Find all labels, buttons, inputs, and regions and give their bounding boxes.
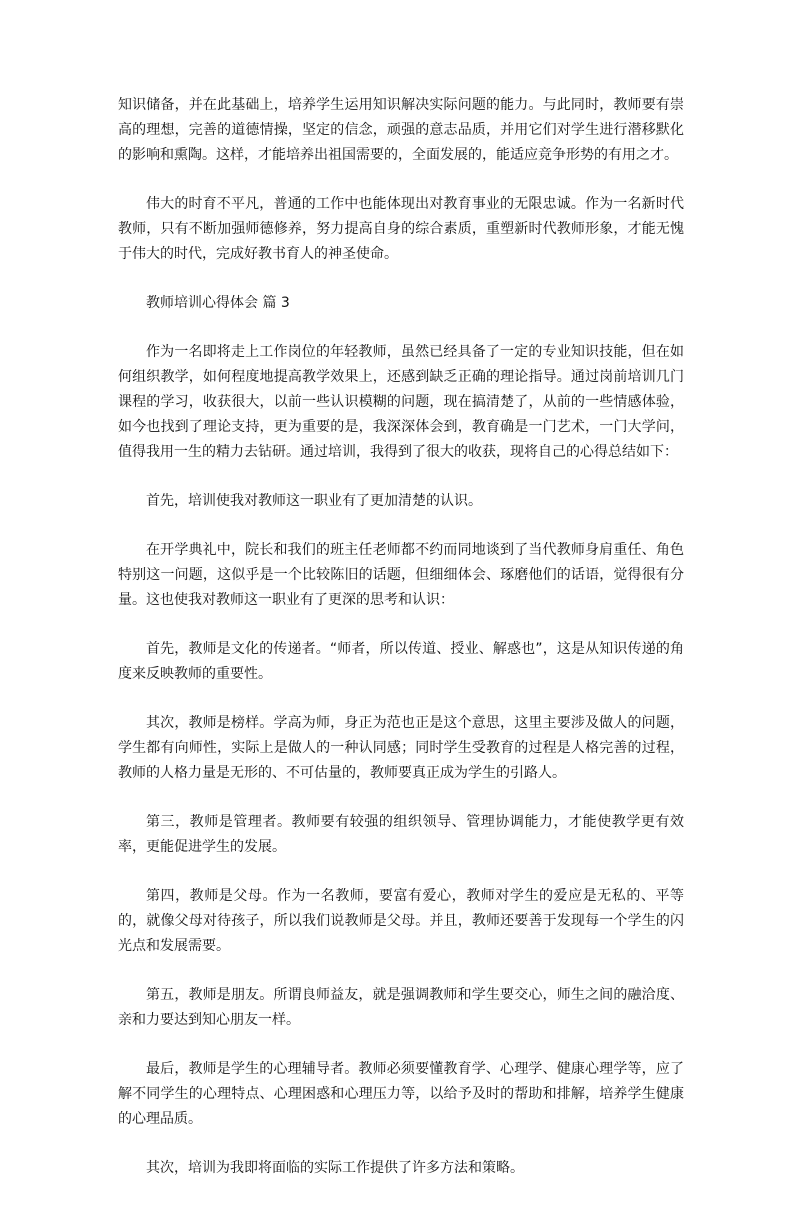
section-heading: 教师培训心得体会 篇 3	[146, 295, 290, 311]
paragraph-second-point: 其次，培训为我即将面临的实际工作提供了许多方法和策略。	[146, 1160, 524, 1176]
paragraph-first-point: 首先，培训使我对教师这一职业有了更加清楚的认识。	[146, 493, 482, 509]
paragraph-role-model: 其次，教师是榜样。学高为师，身正为范也正是这个意思，这里主要涉及做人的问题，学生都有向师性，实际上是做人的一种认同感；同时学生受教育的过程是人格完善的过程，教师的人格力量是无形的、不可估量的，教师要真正成为学生的引路人。	[118, 715, 684, 781]
paragraph-continuation: 知识储备，并在此基础上，培养学生运用知识解决实际问题的能力。与此同时，教师要有崇高的理想，完善的道德情操，坚定的信念，顽强的意志品质，并用它们对学生进行潜移默化的影响和熏陶。这样，才能培养出祖国需要的，全面发展的，能适应竞争形势的有用之才。	[118, 97, 684, 163]
paragraph-intro: 作为一名即将走上工作岗位的年轻教师，虽然已经具备了一定的专业知识技能，但在如何组织教学，如何程度地提高教学效果上，还感到缺乏正确的理论指导。通过岗前培训几门课程的学习，收获很大，以前一些认识模糊的问题，现在搞清楚了，从前的一些情感体验，如今也找到了理论支持，更为重要的是，我深深体会到，教育确是一门艺术，一门大学问，值得我用一生的精力去钻研。通过培训，我得到了很大的收获，现将自己的心得总结如下：	[118, 344, 684, 460]
paragraph-role-parent: 第四，教师是父母。作为一名教师，要富有爱心，教师对学生的爱应是无私的、平等的，就像父母对待孩子，所以我们说教师是父母。并且，教师还要善于发现每一个学生的闪光点和发展需要。	[118, 888, 684, 954]
paragraph-dedication: 伟大的时育不平凡，普通的工作中也能体现出对教育事业的无限忠诚。作为一名新时代教师，只有不断加强师德修养，努力提高自身的综合素质，重塑新时代教师形象，才能无愧于伟大的时代，完成好教书育人的神圣使命。	[118, 196, 684, 262]
document-body	[118, 93, 684, 1205]
paragraph-role-transmitter: 首先，教师是文化的传递者。“师者，所以传道、授业、解惑也”，这是从知识传递的角度来反映教师的重要性。	[118, 641, 684, 682]
paragraph-role-counselor: 最后，教师是学生的心理辅导者。教师必须要懂教育学、心理学、健康心理学等，应了解不同学生的心理特点、心理困惑和心理压力等，以给予及时的帮助和排解，培养学生健康的心理品质。	[118, 1061, 684, 1127]
paragraph-role-manager: 第三，教师是管理者。教师要有较强的组织领导、管理协调能力，才能使教学更有效率，更能促进学生的发展。	[118, 814, 684, 855]
paragraph-role-friend: 第五，教师是朋友。所谓良师益友，就是强调教师和学生要交心，师生之间的融洽度、亲和力要达到知心朋友一样。	[118, 987, 684, 1028]
paragraph-ceremony: 在开学典礼中，院长和我们的班主任老师都不约而同地谈到了当代教师身肩重任、角色特别这一问题，这似乎是一个比较陈旧的话题，但细细体会、琢磨他们的话语，觉得很有分量。这也使我对教师这一职业有了更深的思考和认识：	[118, 542, 684, 608]
